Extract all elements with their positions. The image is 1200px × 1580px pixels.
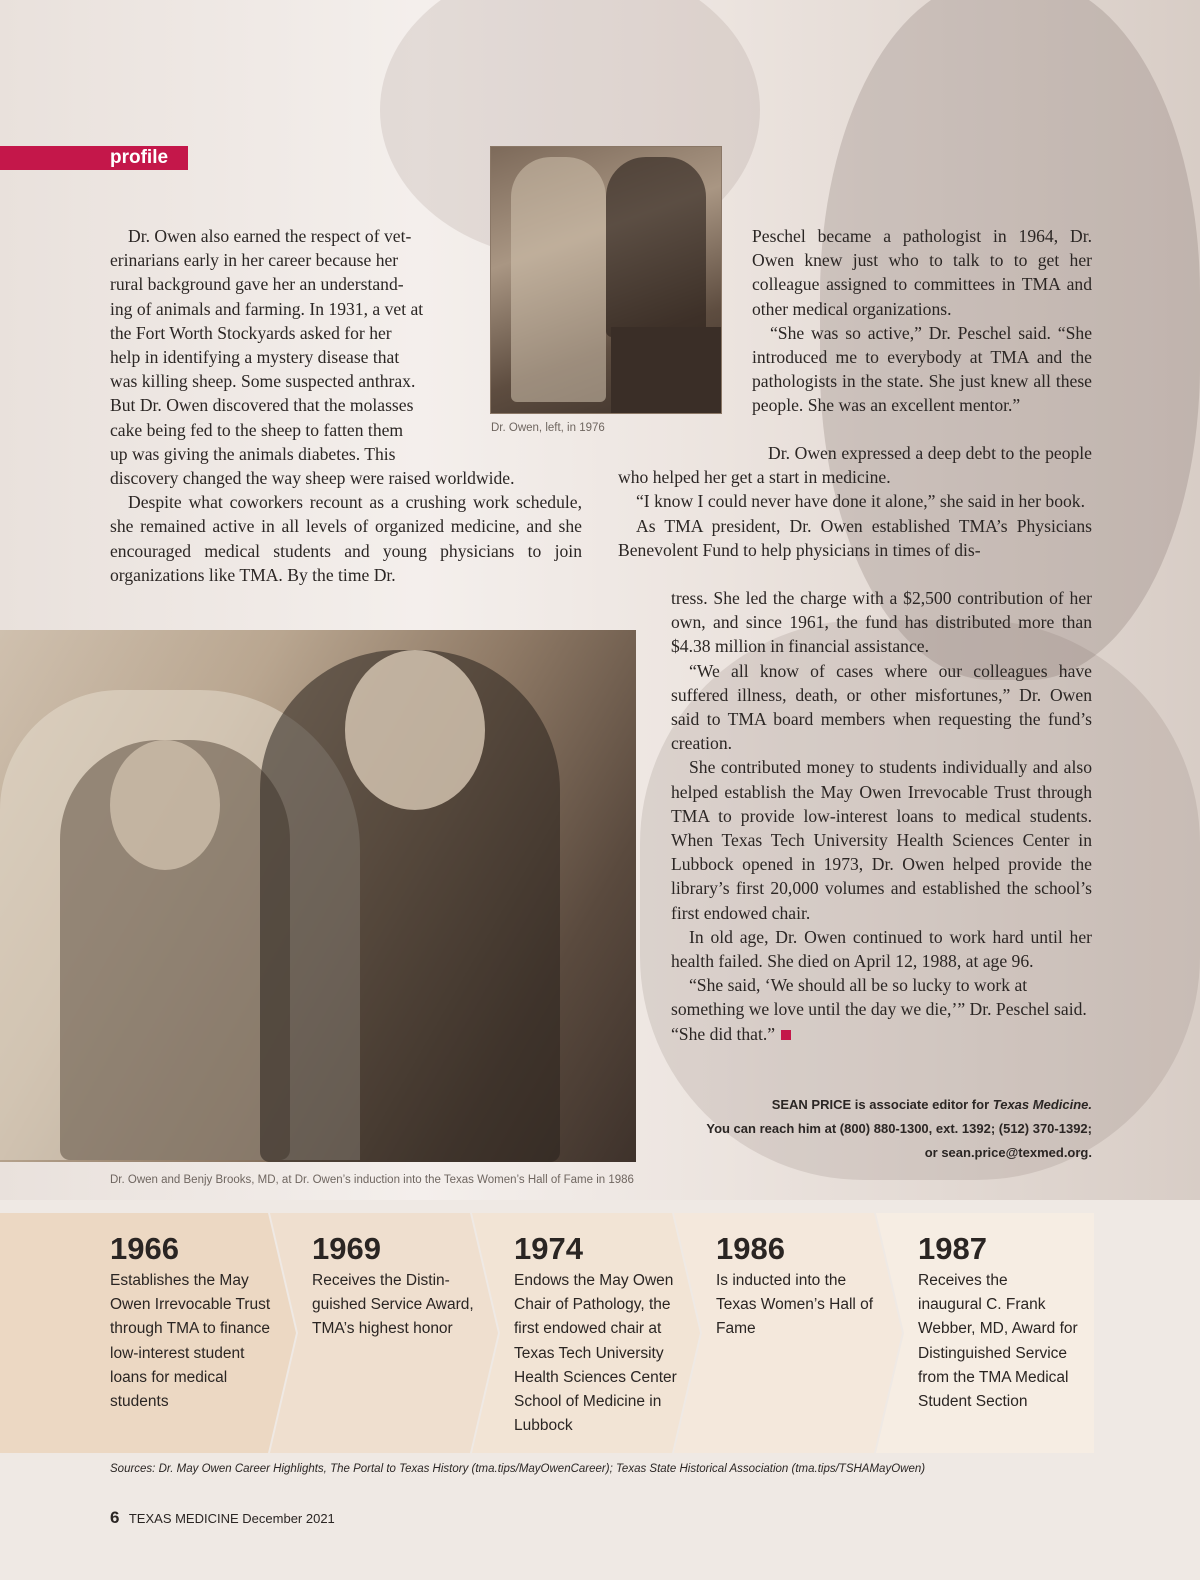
timeline-year: 1969: [312, 1231, 381, 1266]
timeline-line: Receives the Distin-: [312, 1272, 450, 1289]
timeline-line: guished Service Award,: [312, 1296, 474, 1314]
timeline-line: Webber, MD, Award for: [918, 1320, 1078, 1338]
timeline-text: [110, 1269, 270, 1414]
timeline-line: first endowed chair at: [514, 1320, 662, 1338]
timeline-line: School of Medicine in: [514, 1393, 662, 1411]
timeline-line: low-interest student: [110, 1344, 245, 1362]
timeline-item-1969: [312, 1213, 487, 1453]
timeline-year: 1986: [716, 1231, 785, 1266]
timeline-line: Receives the: [918, 1272, 1008, 1289]
col2-p1: Peschel became a pathologist in 1964, Dr. Owen knew just who to talk to to get her colleague assigned to committees in TMA and other medical organizations.: [752, 226, 1092, 319]
col1-p1-line: up was giving the animals diabetes. This: [110, 443, 396, 464]
author-publication: Texas Medicine.: [992, 1097, 1092, 1112]
author-line2: You can reach him at (800) 880-1300, ext. 1392; (512) 370-1392;: [706, 1121, 1092, 1136]
timeline-year: 1974: [514, 1231, 583, 1266]
timeline-year: 1966: [110, 1231, 179, 1266]
timeline-line: through TMA to finance: [110, 1320, 270, 1338]
timeline-line: Endows the May Owen: [514, 1272, 674, 1289]
col2-p9-text: “She said, ‘We should all be so lucky to work at something we love until the day we die,’” Dr. Peschel said. “She did that.”: [671, 975, 1087, 1044]
timeline-line: students: [110, 1393, 169, 1411]
timeline-line: Owen Irrevocable Trust: [110, 1296, 271, 1314]
photo-owen-and-brooks-1986: [0, 630, 636, 1162]
author-line1: SEAN PRICE is associate editor for: [771, 1097, 993, 1112]
timeline-line: Chair of Pathology, the: [514, 1296, 671, 1314]
timeline-year: 1987: [918, 1231, 987, 1266]
col1-p1-line: ing of animals and farming. In 1931, a vet at: [110, 298, 424, 319]
page-number: 6: [110, 1508, 120, 1527]
col2-p8: In old age, Dr. Owen continued to work hard until her health failed. She died on April 12, 1988, at age 96.: [671, 926, 1092, 972]
timeline-line: Establishes the May: [110, 1272, 249, 1289]
timeline-line: Texas Women’s Hall of: [716, 1296, 874, 1314]
page-footer: [110, 1508, 335, 1528]
col2-p4: “I know I could never have done it alone,” she said in her book.: [636, 491, 1085, 512]
timeline-line: Is inducted into the: [716, 1272, 847, 1289]
timeline-line: Health Sciences Center: [514, 1368, 677, 1386]
timeline-line: Student Section: [918, 1393, 1028, 1411]
publication-name: TEXAS MEDICINE: [128, 1511, 239, 1526]
timeline-line: loans for medical: [110, 1368, 228, 1386]
timeline-item-1986: [716, 1213, 891, 1453]
col2-middle: [618, 441, 1092, 562]
col1-p1-tail: discovery changed the way sheep were raised worldwide.: [110, 468, 515, 488]
timeline-text: [918, 1269, 1078, 1414]
timeline-item-1966: [110, 1213, 280, 1453]
timeline-line: Lubbock: [514, 1417, 573, 1435]
timeline-line: Distinguished Service: [918, 1344, 1068, 1362]
col2-p6: “We all know of cases where our colleagues have suffered illness, death, or other misfortunes,” Dr. Owen said to TMA board members when requesting the fund’s creation.: [671, 660, 1092, 754]
career-timeline: [0, 1213, 1094, 1453]
photo-top-caption: Dr. Owen, left, in 1976: [491, 422, 605, 434]
timeline-line: TMA’s highest honor: [312, 1320, 453, 1338]
col2-p5b: tress. She led the charge with a $2,500 contribution of her own, and since 1961, the fund has distributed more than $4.38 million in financial assistance.: [671, 588, 1092, 657]
author-bio: [640, 1093, 1092, 1165]
col1-p1-line: erinarians early in her career because her: [110, 250, 399, 271]
section-tag: [0, 146, 188, 170]
col1-p1-wrapped: [110, 224, 456, 466]
photo-main-caption: Dr. Owen and Benjy Brooks, MD, at Dr. Owen’s induction into the Texas Women’s Hall of Fame in 1986: [110, 1174, 634, 1186]
timeline-line: from the TMA Medical: [918, 1368, 1069, 1386]
timeline-line: Fame: [716, 1320, 756, 1338]
col1-p1-line: Dr. Owen also earned the respect of vet-: [128, 226, 412, 246]
end-mark-icon: [781, 1030, 791, 1040]
timeline-text: [716, 1269, 873, 1342]
col1-p1-line: was killing sheep. Some suspected anthrax.: [110, 371, 416, 392]
col2-p7: She contributed money to students individually and also helped establish the May Owen Irrevocable Trust through TMA to provide low-interest loans to medical students. When Texas Tech University Health Sciences Center in Lubbock opened in 1973, Dr. Owen helped provide the library’s first 20,000 volumes and established the school’s first endowed chair.: [671, 757, 1092, 923]
col1-p1-line: rural background gave her an understand-: [110, 274, 404, 295]
section-tag-label: profile: [110, 147, 169, 168]
col2-p5a: As TMA president, Dr. Owen established TMA’s Physicians Benevolent Fund to help physicians in times of dis-: [618, 515, 1092, 560]
col2-p2: “She was so active,” Dr. Peschel said. “She introduced me to everybody at TMA and the pathologists in the state. She just knew all these people. She was an excellent mentor.”: [752, 322, 1092, 416]
col2-upper: [752, 224, 1092, 418]
timeline-item-1987: [918, 1213, 1093, 1453]
col1-p1-line: the Fort Worth Stockyards asked for her: [110, 322, 392, 343]
timeline-item-1974: [514, 1213, 689, 1453]
timeline-line: inaugural C. Frank: [918, 1296, 1046, 1314]
photo-dr-owen-1976: [490, 146, 722, 414]
col1-p1-line: But Dr. Owen discovered that the molasses: [110, 395, 414, 416]
col1-p1-line: help in identifying a mystery disease that: [110, 347, 400, 368]
col1-p2: Despite what coworkers recount as a crushing work schedule, she remained active in all levels of organized medicine, and she encouraged medical students and young physicians to join organizations like TMA. By the time Dr.: [110, 492, 582, 585]
timeline-text: [312, 1269, 474, 1342]
timeline-text: [514, 1269, 677, 1438]
col1-lower: [110, 466, 582, 587]
col2-lower: [671, 586, 1092, 1046]
issue-date: December 2021: [242, 1511, 335, 1526]
sources-note: Sources: Dr. May Owen Career Highlights, The Portal to Texas History (tma.tips/MayOwenCareer); Texas State Historical Association (tma.tips/TSHAMayOwen): [110, 1463, 926, 1475]
author-email: or sean.price@texmed.org.: [924, 1145, 1092, 1160]
col2-p9: [671, 973, 1092, 1046]
timeline-line: Texas Tech University: [514, 1344, 664, 1362]
col1-p1-line: cake being fed to the sheep to fatten them: [110, 419, 404, 440]
col2-p3: Dr. Owen expressed a deep debt to the people who helped her get a start in medicine.: [618, 443, 1092, 488]
